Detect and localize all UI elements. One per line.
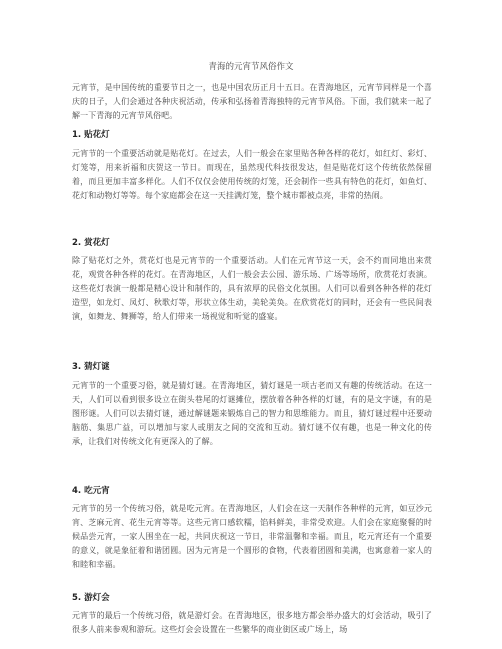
section-body-3: 元宵节的一个重要习俗，就是猜灯谜。在青海地区，猜灯谜是一项古老而又有趣的传统活动。在这一天，人们可以看到很多设立在街头巷尾的灯谜摊位，摆放着各种各样的灯谜，有的是文字谜，有的是图形谜。人们可以去猜灯谜，通过解谜题来锻炼自己的智力和思维能力。而且，猜灯谜过程中还要动脑筋、集思广益，可以增加与家人或朋友之间的交流和互动。猜灯谜不仅有趣，也是一种文化的传承，让我们对传统文化有更深入的了解。 xyxy=(72,381,432,447)
section-body-4: 元宵节的另一个传统习俗，就是吃元宵。在青海地区，人们会在这一天制作各种样的元宵，如豆沙元宵、芝麻元宵、花生元宵等等。这些元宵口感软糯，馅料鲜美，非常受欢迎。人们会在家庭聚餐的时候品尝元宵，一家人围坐在一起，共同庆祝这一节日，非常温馨和幸福。而且，吃元宵还有一个重要的意义，就是象征着和谐团圆。因为元宵是一个圆形的食物，代表着团圆和美满，也寓意着一家人的和睦和幸福。 xyxy=(72,504,432,570)
section-body-2: 除了贴花灯之外，赏花灯也是元宵节的一个重要活动。人们在元宵节这一天，会不约而同地出来赏花，观赏各种各样的花灯。在青海地区，人们一般会去公园、游乐场、广场等场所，欣赏花灯表演。这些花灯表演一般都是精心设计和制作的，具有浓厚的民俗文化氛围。人们可以看到各种各样的花灯造型，如龙灯、凤灯、秋歌灯等，形状立体生动，美轮美奂。在欣赏花灯的同时，还会有一些民间表演，如舞龙、舞狮等，给人们带来一场视觉和听觉的盛宴。 xyxy=(72,256,432,322)
section-heading-2: 2. 赏花灯 xyxy=(72,238,110,248)
intro-paragraph: 元宵节，是中国传统的重要节日之一，也是中国农历正月十五日。在青海地区，元宵节同样是一个喜庆的日子，人们会通过各种庆祝活动，传承和弘扬着青海独特的元宵节风俗。下面，我们就来一起了解一下青海的元宵节风俗吧。 xyxy=(72,83,432,121)
document-title: 青海的元宵节风俗作文 xyxy=(208,62,294,72)
section-heading-4: 4. 吃元宵 xyxy=(72,486,110,496)
section-heading-5: 5. 游灯会 xyxy=(72,593,110,603)
section-heading-3: 3. 猜灯谜 xyxy=(72,362,110,372)
section-heading-1: 1. 贴花灯 xyxy=(72,130,110,140)
section-body-1: 元宵节的一个重要活动就是贴花灯。在过去，人们一般会在家里贴各种各样的花灯，如红灯、彩灯、灯笼等，用来祈福和庆贺这一节日。而现在，虽然现代科技很发达，但是贴花灯这个传统依然保留着，而且更加丰富多样化。人们不仅仅会使用传统的灯笼，还会制作一些具有特色的花灯，如鱼灯、花灯和动物灯等等。每个家庭都会在这一天挂满灯笼，整个城市都被点亮，非常的热闹。 xyxy=(72,149,432,201)
section-body-5: 元宵节的最后一个传统习俗，就是游灯会。在青海地区，很多地方都会举办盛大的灯会活动，吸引了很多人前来参观和游玩。这些灯会会设置在一些繁华的商业街区或广场上，场 xyxy=(72,611,432,635)
